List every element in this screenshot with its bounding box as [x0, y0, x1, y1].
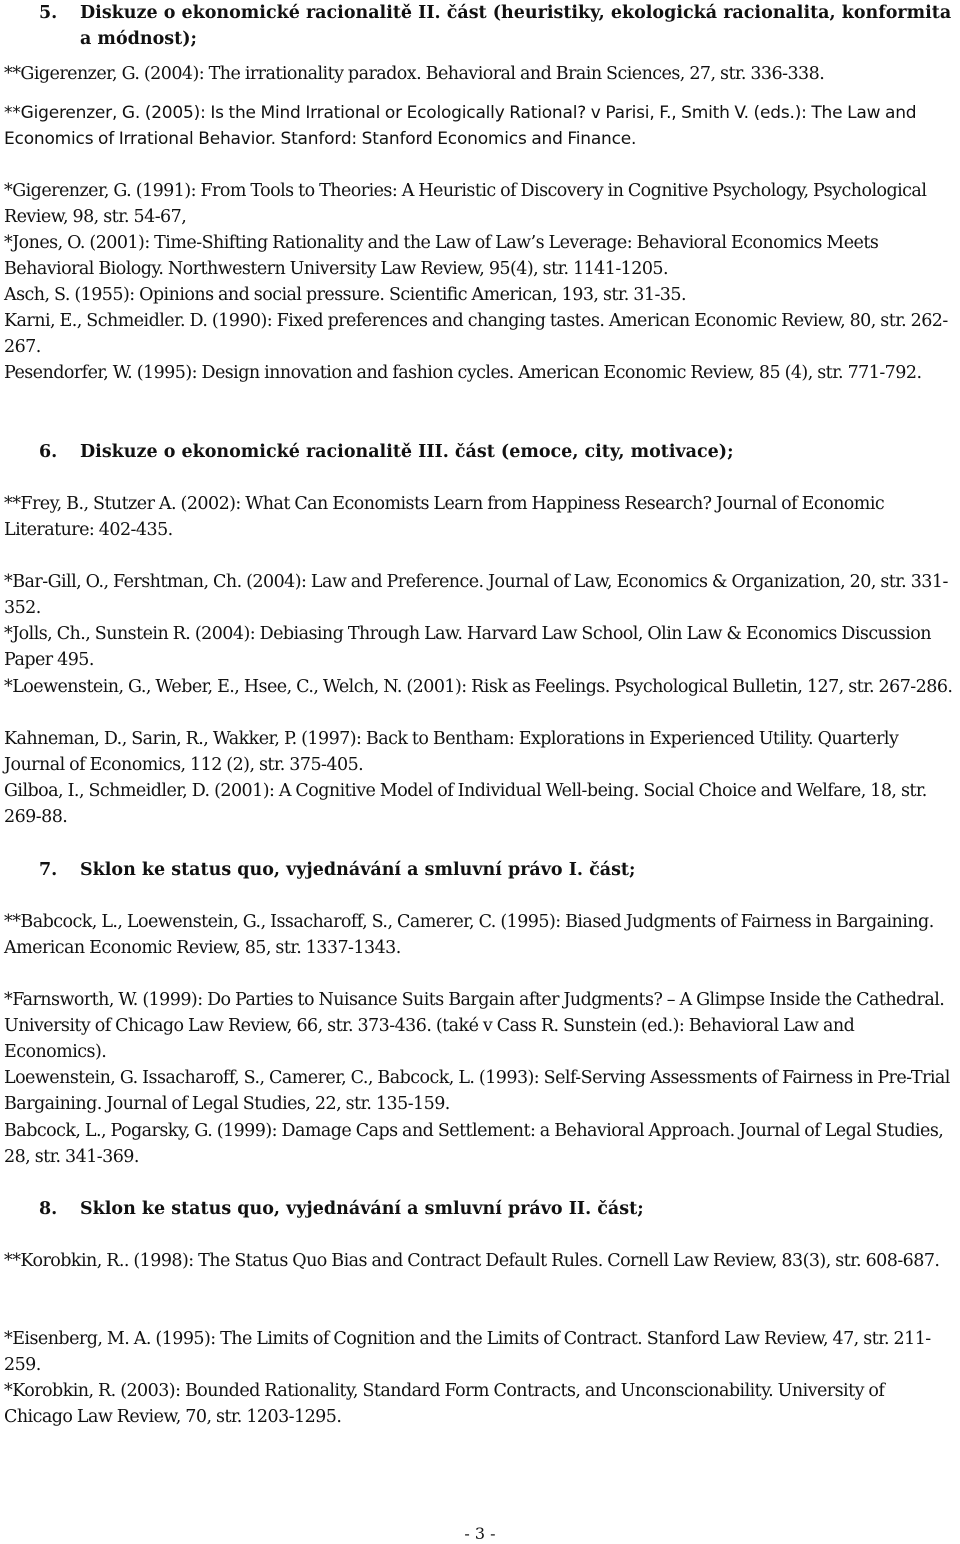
reference-item: **Babcock, L., Loewenstein, G., Issacharoff, S., Camerer, C. (1995): Biased Judgments of Fairness in Bargaining. American Economic Review, 85, str. 1337-1343.	[4, 912, 934, 958]
reference-item: Karni, E., Schmeidler. D. (1990): Fixed preferences and changing tastes. American Economic Review, 80, str. 262-267.	[4, 311, 948, 357]
reference-item: *Jolls, Ch., Sunstein R. (2004): Debiasing Through Law. Harvard Law School, Olin Law & Economics Discussion Paper 495.	[4, 624, 931, 670]
reference-item: *Korobkin, R. (2003): Bounded Rationality, Standard Form Contracts, and Unconscionability. University of Chicago Law Review, 70, str. 1203-1295.	[4, 1381, 885, 1427]
section-title: Sklon ke status quo, vyjednávání a smluvní právo II. část;	[80, 1199, 644, 1219]
reference-item: Babcock, L., Pogarsky, G. (1999): Damage Caps and Settlement: a Behavioral Approach. Journal of Legal Studies, 28, str. 341-369.	[4, 1121, 944, 1167]
section-title: Diskuze o ekonomické racionalitě III. část (emoce, city, motivace);	[80, 442, 734, 462]
reference-item: *Eisenberg, M. A. (1995): The Limits of Cognition and the Limits of Contract. Stanford Law Review, 47, str. 211-259.	[4, 1329, 931, 1375]
section-title: Diskuze o ekonomické racionalitě II. část (heuristiky, ekologická racionalita, konformita a módnost);	[80, 3, 952, 49]
section-heading-6	[4, 439, 956, 465]
section-heading-8	[4, 1196, 956, 1222]
reference-item: Gilboa, I., Schmeidler, D. (2001): A Cognitive Model of Individual Well-being. Social Choice and Welfare, 18, str. 269-88.	[4, 781, 927, 827]
reference-item: **Frey, B., Stutzer A. (2002): What Can Economists Learn from Happiness Research? Journal of Economic Literature: 402-435.	[4, 494, 885, 540]
section-heading-7	[4, 857, 956, 883]
reference-item: **Korobkin, R.. (1998): The Status Quo Bias and Contract Default Rules. Cornell Law Review, 83(3), str. 608-687.	[4, 1251, 940, 1271]
reference-item: *Loewenstein, G., Weber, E., Hsee, C., Welch, N. (2001): Risk as Feelings. Psychological Bulletin, 127, str. 267-286.	[4, 677, 953, 697]
page-number: - 3 -	[464, 1524, 496, 1543]
reference-item: Loewenstein, G. Issacharoff, S., Camerer, C., Babcock, L. (1993): Self-Serving Assessments of Fairness in Pre-Trial Bargaining. Journal of Legal Studies, 22, str. 135-159.	[4, 1068, 950, 1114]
reference-item: Pesendorfer, W. (1995): Design innovation and fashion cycles. American Economic Review, 85 (4), str. 771-792.	[4, 363, 922, 383]
section-heading-5	[4, 0, 956, 52]
reference-item: *Jones, O. (2001): Time-Shifting Rationality and the Law of Law’s Leverage: Behavioral Economics Meets Behavioral Biology. Northwestern University Law Review, 95(4), str. 1141-1205.	[4, 233, 879, 279]
section-number: 8.	[39, 1199, 58, 1219]
section-title: Sklon ke status quo, vyjednávání a smluvní právo I. část;	[80, 860, 636, 880]
section-number: 6.	[39, 442, 58, 462]
reference-item: Kahneman, D., Sarin, R., Wakker, P. (1997): Back to Bentham: Explorations in Experienced Utility. Quarterly Journal of Economics, 112 (2), str. 375-405.	[4, 729, 899, 775]
reference-item: *Gigerenzer, G. (1991): From Tools to Theories: A Heuristic of Discovery in Cognitive Psychology, Psychological Review, 98, str. 54-67,	[4, 181, 927, 227]
reference-item: Asch, S. (1955): Opinions and social pressure. Scientific American, 193, str. 31-35.	[4, 285, 686, 305]
reference-item: *Farnsworth, W. (1999): Do Parties to Nuisance Suits Bargain after Judgments? – A Glimpse Inside the Cathedral. University of Chicago Law Review, 66, str. 373-436. (také v Cass R. Sunstein (ed.): Behavioral Law and Economics).	[4, 990, 945, 1062]
section-number: 7.	[39, 860, 58, 880]
reference-item: **Gigerenzer, G. (2005): Is the Mind Irrational or Ecologically Rational? v Parisi, F., Smith V. (eds.): The Law and Economics of Irrational Behavior. Stanford: Stanford Economics and Finance.	[4, 103, 917, 149]
reference-item: **Gigerenzer, G. (2004): The irrationality paradox. Behavioral and Brain Sciences, 27, str. 336-338.	[4, 64, 825, 84]
section-number: 5.	[39, 3, 58, 23]
reference-item: *Bar-Gill, O., Fershtman, Ch. (2004): Law and Preference. Journal of Law, Economics & Organization, 20, str. 331-352.	[4, 572, 948, 618]
